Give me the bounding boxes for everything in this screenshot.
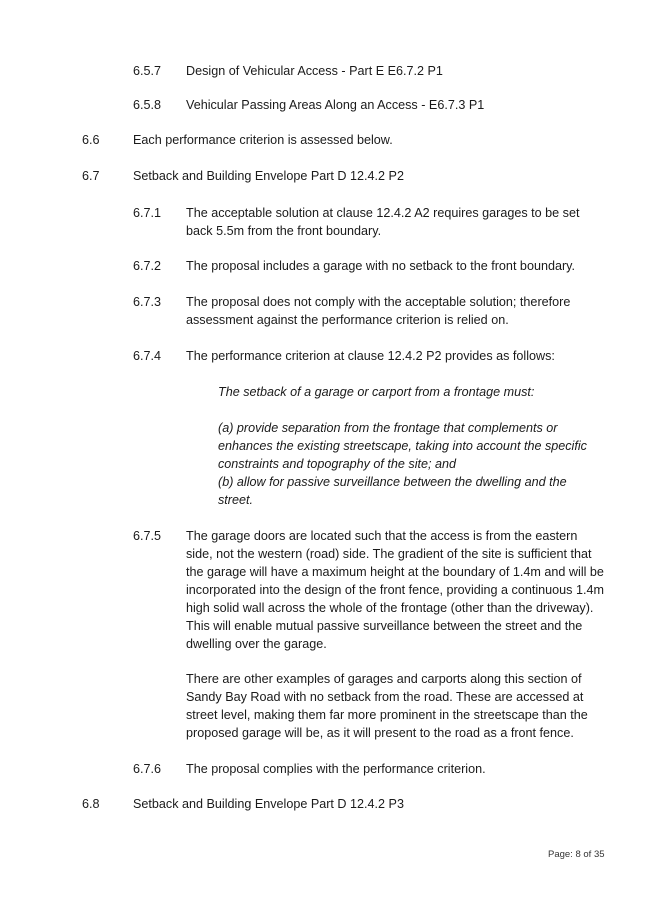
clause-number-6-7-3: 6.7.3 bbox=[133, 295, 162, 309]
clause-heading-6-8: Setback and Building Envelope Part D 12.4.2 P3 bbox=[133, 797, 404, 811]
clause-number-6-7-2: 6.7.2 bbox=[133, 259, 162, 273]
clause-text-6-7-5: The garage doors are located such that the access is from the eastern side, not the western (road) side. The gradient of the site is sufficient that the garage will have a maximum height at the boundary of 1.4m and will be incorporated into the design of the front fence, providing a continuous 1.4m high solid wall across the whole of the frontage (other than the driveway). This will enable mutual passive surveillance between the street and the dwelling over the garage. bbox=[186, 529, 604, 651]
clause-number-6-7-4: 6.7.4 bbox=[133, 349, 162, 363]
page-number-footer: Page: 8 of 35 bbox=[548, 849, 605, 860]
clause-text-6-7-2: The proposal includes a garage with no setback to the front boundary. bbox=[186, 259, 576, 273]
quote-item-b: (b) allow for passive surveillance between the dwelling and the street. bbox=[218, 475, 567, 507]
clause-text-6-6: Each performance criterion is assessed below. bbox=[133, 133, 393, 147]
clause-number-6-7: 6.7 bbox=[82, 169, 100, 183]
clause-text-6-7-3: The proposal does not comply with the acceptable solution; therefore assessment against the performance criterion is relied on. bbox=[186, 295, 571, 327]
clause-number-6-8: 6.8 bbox=[82, 797, 100, 811]
clause-number-6-7-6: 6.7.6 bbox=[133, 762, 162, 776]
clause-text-6-7-6: The proposal complies with the performance criterion. bbox=[186, 762, 486, 776]
clause-text-6-5-8: Vehicular Passing Areas Along an Access - E6.7.3 P1 bbox=[186, 98, 485, 112]
clause-number-6-5-7: 6.5.7 bbox=[133, 64, 162, 78]
clause-number-6-7-5: 6.7.5 bbox=[133, 529, 162, 543]
clause-text-6-7-1: The acceptable solution at clause 12.4.2 A2 requires garages to be set back 5.5m from the front boundary. bbox=[186, 206, 580, 238]
quote-intro: The setback of a garage or carport from a frontage must: bbox=[218, 385, 535, 399]
quote-item-a: (a) provide separation from the frontage that complements or enhances the existing streetscape, taking into account the specific constraints and topography of the site; and bbox=[218, 421, 587, 471]
clause-heading-6-7: Setback and Building Envelope Part D 12.4.2 P2 bbox=[133, 169, 404, 183]
clause-text-6-7-4: The performance criterion at clause 12.4.2 P2 provides as follows: bbox=[186, 349, 555, 363]
clause-text-6-5-7: Design of Vehicular Access - Part E E6.7.2 P1 bbox=[186, 64, 443, 78]
clause-number-6-5-8: 6.5.8 bbox=[133, 98, 162, 112]
clause-number-6-6: 6.6 bbox=[82, 133, 100, 147]
clause-number-6-7-1: 6.7.1 bbox=[133, 206, 162, 220]
clause-text-6-7-5-continued: There are other examples of garages and carports along this section of Sandy Bay Road with no setback from the road. These are accessed at street level, making them far more prominent in the streetscape than the proposed garage will be, as it will present to the road as a front fence. bbox=[186, 672, 588, 740]
